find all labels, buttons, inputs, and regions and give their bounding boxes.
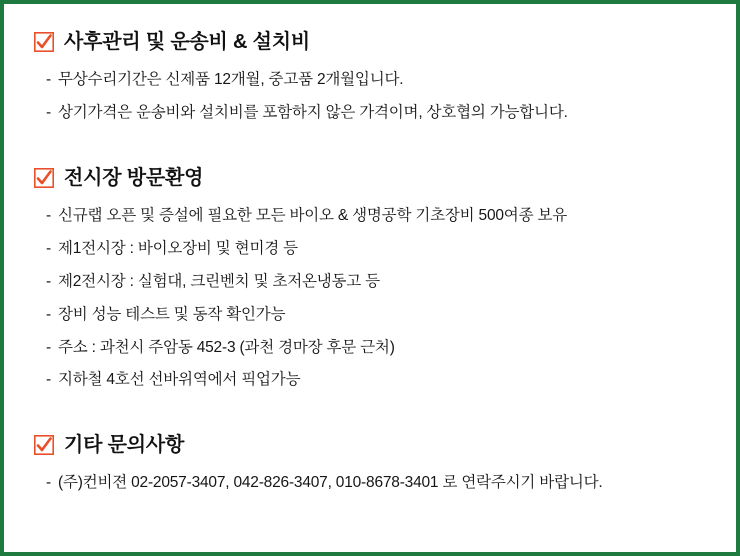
list-item-text: 무상수리기간은 신제품 12개월, 중고품 2개월입니다. — [58, 71, 404, 88]
orange-check-icon — [34, 32, 54, 52]
section-after-sales — [26, 30, 714, 130]
list-item-text: 제2전시장 : 실험대, 크린벤치 및 초저온냉동고 등 — [58, 272, 380, 290]
list-item-text: 지하철 4호선 선바위역에서 픽업가능 — [58, 371, 301, 389]
section-heading — [26, 433, 714, 457]
list-item — [46, 332, 714, 365]
list-item — [46, 364, 714, 397]
list-item-text: 주소 : 과천시 주암동 452-3 (과천 경마장 후문 근처) — [58, 338, 395, 356]
list-item — [46, 233, 714, 266]
section-title: 기타 문의사항 — [64, 434, 185, 457]
orange-check-icon — [34, 435, 54, 455]
section-title: 전시장 방문환영 — [64, 166, 204, 189]
orange-check-icon — [34, 168, 54, 188]
spacer — [26, 407, 714, 433]
list-item-text: 신규랩 오픈 및 증설에 필요한 모든 바이오 & 생명공학 기초장비 500여종 보유 — [58, 206, 567, 224]
list-item — [46, 299, 714, 332]
section-bullet-list — [26, 200, 714, 398]
section-title: 사후관리 및 운송비 & 설치비 — [64, 31, 310, 53]
section-showroom-visit — [26, 166, 714, 398]
dash-marker: - — [46, 206, 51, 224]
dash-marker: - — [46, 338, 51, 356]
dash-marker: - — [46, 239, 51, 257]
section-heading — [26, 166, 714, 190]
section-bullet-list — [26, 467, 714, 500]
list-item — [46, 97, 714, 130]
list-item-text: 상기가격은 운송비와 설치비를 포함하지 않은 가격이며, 상호협의 가능합니다. — [58, 103, 568, 121]
section-other-inquiries — [26, 433, 714, 500]
list-item — [46, 64, 714, 97]
dash-marker: - — [46, 305, 51, 323]
list-item — [46, 266, 714, 299]
dash-marker: - — [46, 474, 51, 492]
section-heading — [26, 30, 714, 54]
dash-marker: - — [46, 103, 51, 121]
list-item-text: 제1전시장 : 바이오장비 및 현미경 등 — [58, 239, 298, 257]
spacer — [26, 140, 714, 166]
list-item-text: (주)컨비젼 02-2057-3407, 042-826-3407, 010-8678-3401 로 연락주시기 바랍니다. — [58, 474, 603, 492]
dash-marker: - — [46, 71, 51, 88]
dash-marker: - — [46, 371, 51, 389]
dash-marker: - — [46, 272, 51, 290]
list-item — [46, 467, 714, 500]
list-item-text: 장비 성능 테스트 및 동작 확인가능 — [58, 305, 286, 323]
list-item — [46, 200, 714, 233]
section-bullet-list — [26, 64, 714, 130]
